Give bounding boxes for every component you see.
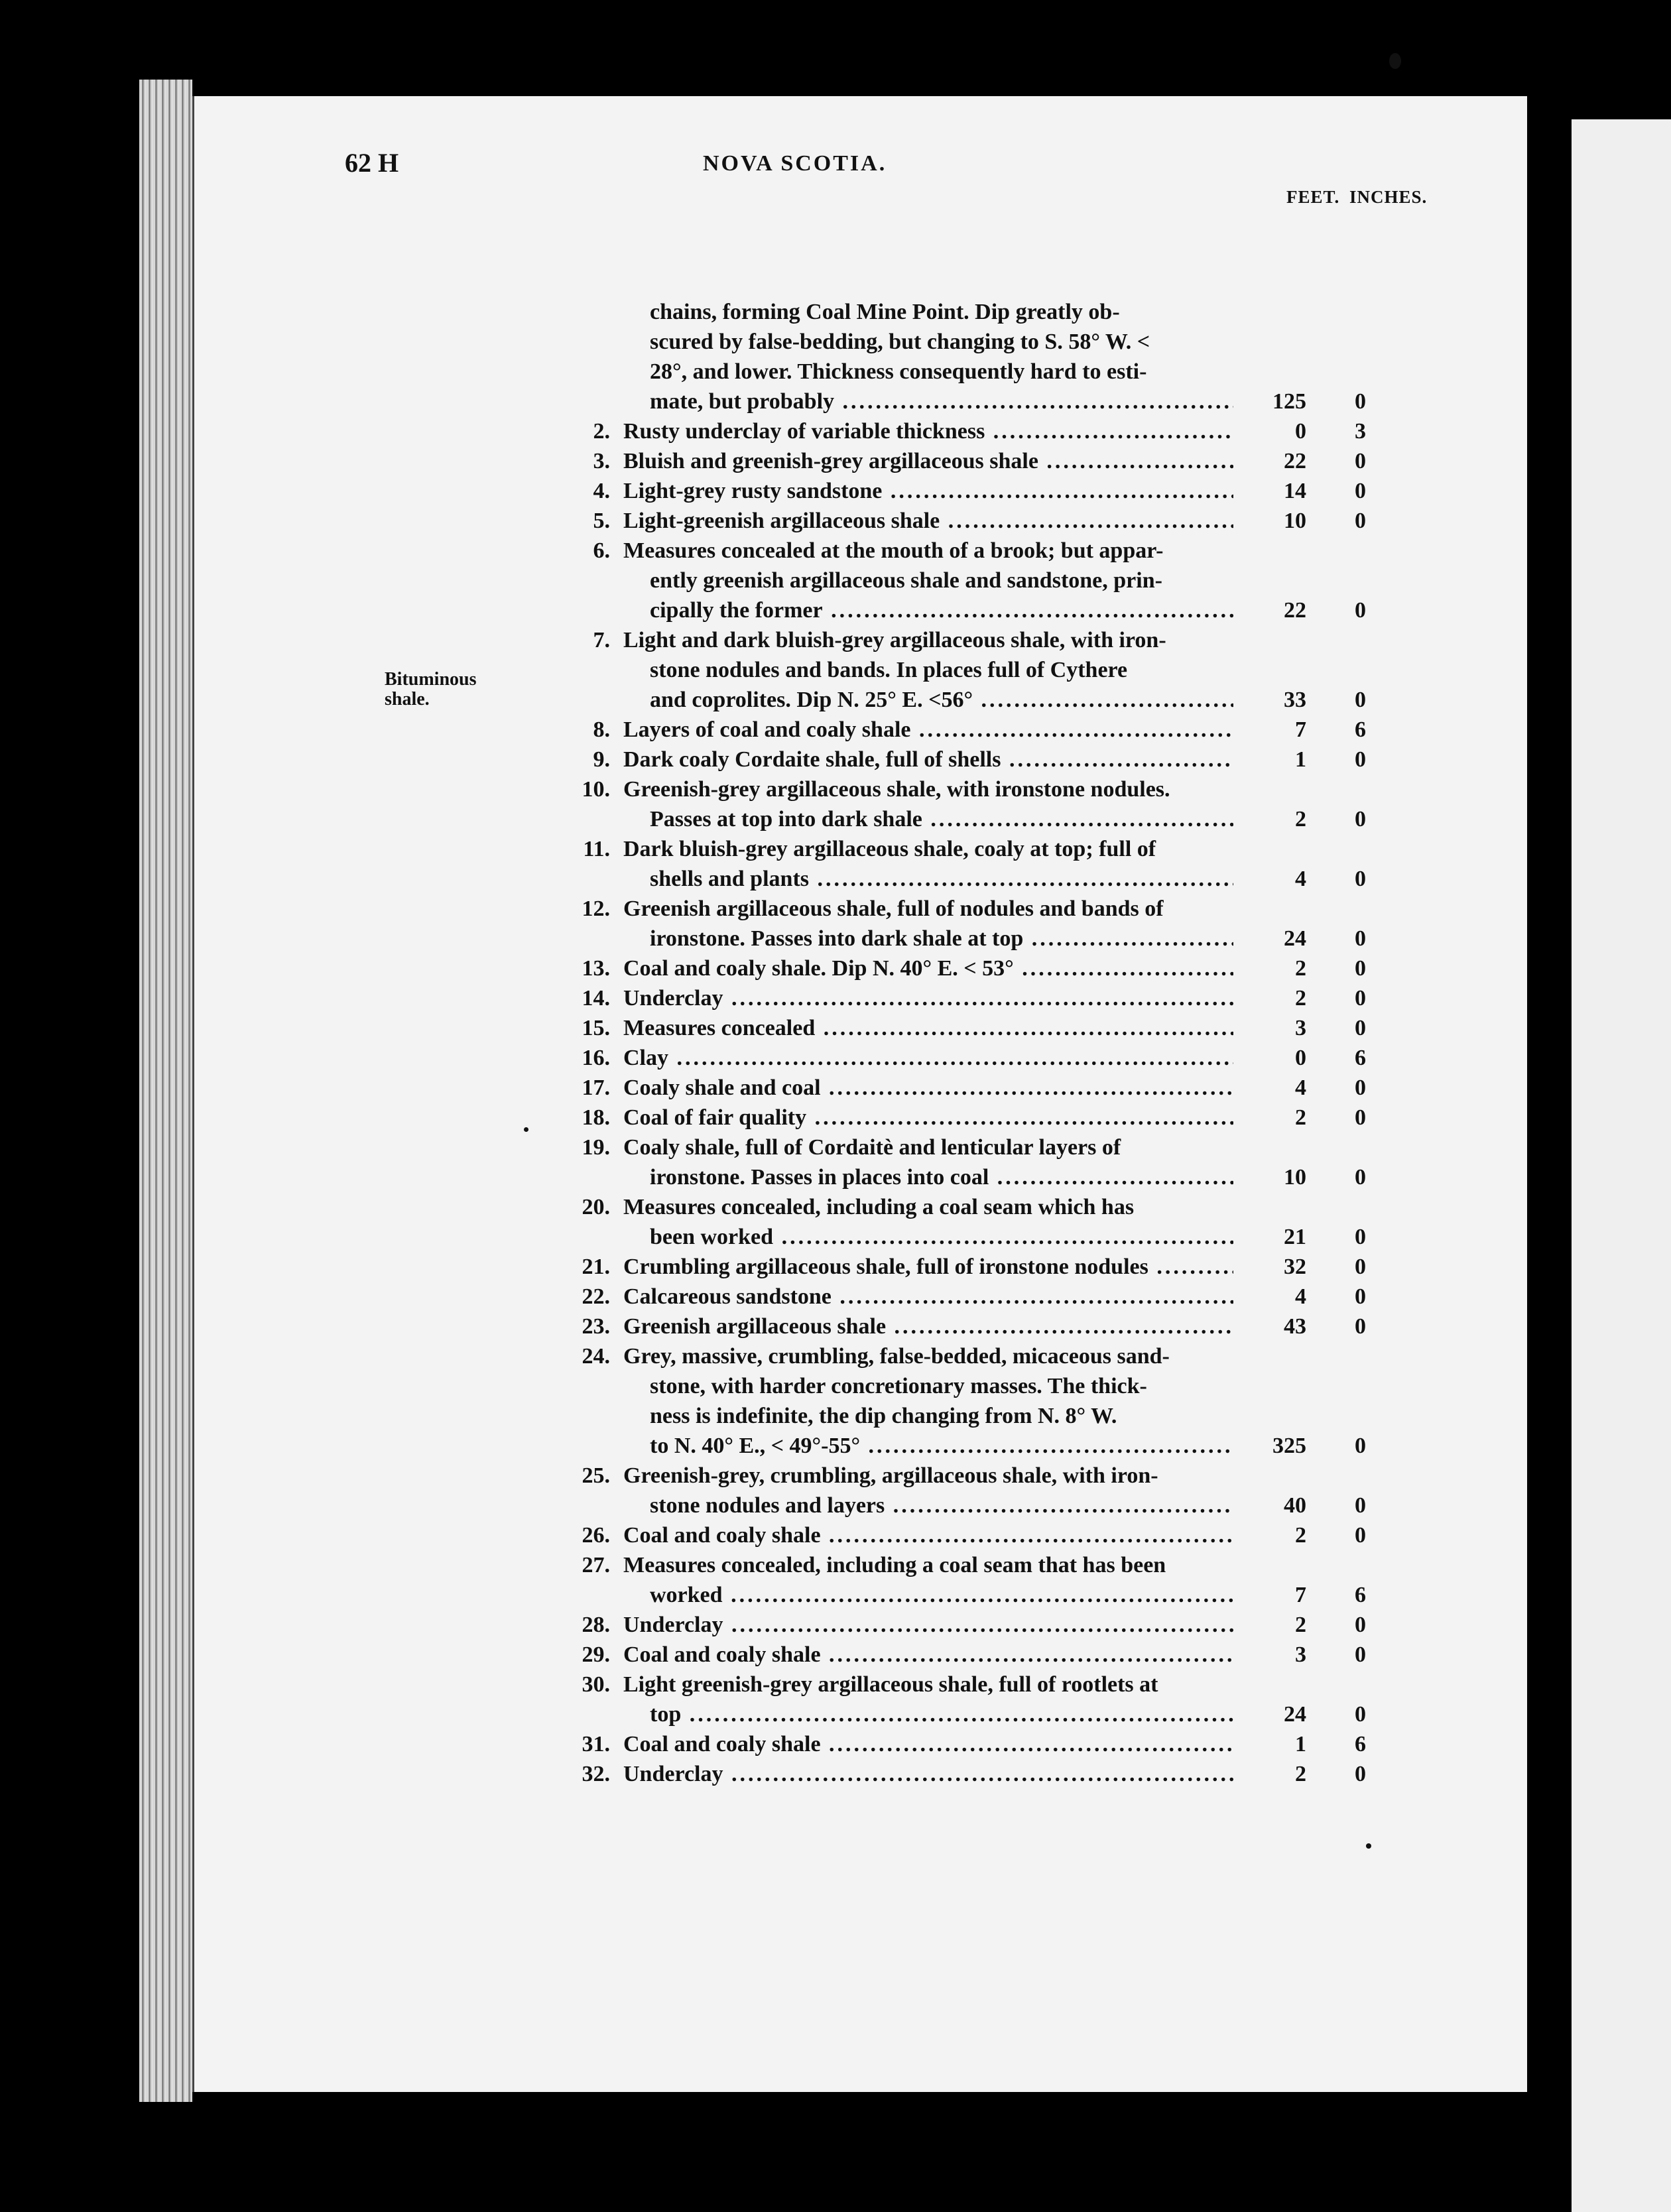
- table-row: [544, 1520, 1432, 1550]
- entry-number: 10.: [582, 777, 610, 802]
- inches-value: 0: [1355, 1523, 1366, 1548]
- entry-text: Passes at top into dark shale .....: [650, 804, 1233, 834]
- feet-value: 24: [1284, 926, 1306, 951]
- table-row: [544, 1610, 1432, 1640]
- entry-text: ironstone. Passes into dark shale at top .....: [650, 924, 1233, 953]
- inches-value: 0: [1355, 598, 1366, 623]
- entry-text: stone, with harder concretionary masses. The thick-: [650, 1374, 1147, 1398]
- inches-value: 0: [1355, 449, 1366, 473]
- page-title: NOVA SCOTIA.: [703, 151, 887, 176]
- entry-text: ently greenish argillaceous shale and sandstone, prin-: [650, 568, 1162, 593]
- entry-text: Coal of fair quality .....: [623, 1103, 1233, 1133]
- entry-number: 32.: [582, 1762, 610, 1786]
- table-row: [544, 1133, 1432, 1192]
- ink-speck: [1389, 53, 1401, 69]
- entry-text: Dark coaly Cordaite shale, full of shells .....: [623, 745, 1233, 774]
- table-row: [544, 834, 1432, 894]
- entry-text: Light-grey rusty sandstone .....: [623, 476, 1233, 506]
- feet-value: 0: [1295, 1046, 1306, 1070]
- row-line: [544, 536, 1432, 566]
- entry-text: worked .....: [650, 1580, 1233, 1610]
- feet-value: 4: [1295, 1284, 1306, 1309]
- inches-value: 0: [1355, 1165, 1366, 1190]
- table-row: [544, 1013, 1432, 1043]
- inches-value: 0: [1355, 1493, 1366, 1518]
- table-row: [544, 983, 1432, 1013]
- inches-value: 0: [1355, 747, 1366, 772]
- entry-text: Light-greenish argillaceous shale .....: [623, 506, 1233, 536]
- page-number: 62 H: [345, 148, 399, 178]
- feet-value: 2: [1295, 986, 1306, 1011]
- table-row: [544, 1073, 1432, 1103]
- entry-text: Grey, massive, crumbling, false-bedded, micaceous sand-: [623, 1344, 1170, 1369]
- inches-value: 0: [1355, 867, 1366, 891]
- entry-text: Coaly shale, full of Cordaitè and lenticular layers of: [623, 1135, 1121, 1160]
- table-row: [544, 297, 1432, 416]
- entry-number: 27.: [582, 1553, 610, 1577]
- margin-note: [385, 670, 477, 709]
- inches-value: 0: [1355, 1314, 1366, 1339]
- row-line: [544, 1192, 1432, 1222]
- row-line: [544, 416, 1432, 446]
- entry-text: Light and dark bluish-grey argillaceous shale, with iron-: [623, 628, 1166, 652]
- entry-text: to N. 40° E., < 49°-55° .....: [650, 1431, 1233, 1461]
- row-line: [544, 1341, 1432, 1371]
- entry-text: Coal and coaly shale .....: [623, 1640, 1233, 1670]
- entry-text: and coprolites. Dip N. 25° E. <56° .....: [650, 685, 1233, 715]
- entry-number: 5.: [593, 509, 610, 533]
- table-row: [544, 1282, 1432, 1312]
- entry-text: Coal and coaly shale .....: [623, 1520, 1233, 1550]
- margin-note-line: shale.: [385, 689, 430, 709]
- feet-value: 4: [1295, 1075, 1306, 1100]
- running-head: [345, 147, 1419, 187]
- entry-text: ness is indefinite, the dip changing from N. 8° W.: [650, 1404, 1117, 1428]
- row-line: [544, 983, 1432, 1013]
- row-line: [544, 1252, 1432, 1282]
- entry-text: been worked .....: [650, 1222, 1233, 1252]
- inches-value: 0: [1355, 509, 1366, 533]
- row-line: [544, 1013, 1432, 1043]
- row-line: [544, 1103, 1432, 1133]
- entry-text: scured by false-bedding, but changing to S. 58° W. <: [650, 330, 1150, 354]
- row-line: [544, 864, 1432, 894]
- entry-number: 11.: [583, 837, 610, 861]
- entry-number: 2.: [593, 419, 610, 444]
- row-line: [544, 1759, 1432, 1789]
- row-line: [544, 1133, 1432, 1162]
- table-row: [544, 1461, 1432, 1520]
- entry-number: 21.: [582, 1255, 610, 1279]
- entry-text: Light greenish-grey argillaceous shale, full of rootlets at: [623, 1672, 1158, 1697]
- entry-text: mate, but probably .....: [650, 387, 1233, 416]
- entry-text: Layers of coal and coaly shale .....: [623, 715, 1233, 745]
- table-row: [544, 1341, 1432, 1461]
- entry-text: shells and plants .....: [650, 864, 1233, 894]
- row-line: [544, 1580, 1432, 1610]
- table-row: [544, 715, 1432, 745]
- row-line: [544, 357, 1432, 387]
- book-page-edges: [139, 80, 192, 2102]
- row-line: [544, 1699, 1432, 1729]
- inches-value: 0: [1355, 986, 1366, 1011]
- entry-text: Measures concealed, including a coal seam that has been: [623, 1553, 1166, 1577]
- table-row: [544, 953, 1432, 983]
- inches-value: 0: [1355, 1284, 1366, 1309]
- inches-value: 0: [1355, 956, 1366, 981]
- ink-speck: [524, 1127, 528, 1132]
- row-line: [544, 1371, 1432, 1401]
- row-line: [544, 1282, 1432, 1312]
- entry-text: 28°, and lower. Thickness consequently hard to esti-: [650, 359, 1147, 384]
- row-line: [544, 715, 1432, 745]
- row-line: [544, 476, 1432, 506]
- table-row: [544, 1252, 1432, 1282]
- entry-number: 4.: [593, 479, 610, 503]
- entry-number: 28.: [582, 1613, 610, 1637]
- row-line: [544, 1729, 1432, 1759]
- inches-value: 6: [1355, 717, 1366, 742]
- feet-value: 43: [1284, 1314, 1306, 1339]
- ink-speck: [1366, 1843, 1371, 1849]
- entry-text: Greenish-grey argillaceous shale, with ironstone nodules.: [623, 777, 1170, 802]
- table-row: [544, 536, 1432, 625]
- entry-number: 9.: [593, 747, 610, 772]
- row-line: [544, 506, 1432, 536]
- row-line: [544, 297, 1432, 327]
- entry-text: Greenish-grey, crumbling, argillaceous shale, with iron-: [623, 1463, 1158, 1488]
- feet-value: 4: [1295, 867, 1306, 891]
- entry-text: Measures concealed .....: [623, 1013, 1233, 1043]
- entry-number: 16.: [582, 1046, 610, 1070]
- row-line: [544, 655, 1432, 685]
- inches-value: 0: [1355, 389, 1366, 414]
- entry-text: Dark bluish-grey argillaceous shale, coaly at top; full of: [623, 837, 1156, 861]
- inches-value: 0: [1355, 1762, 1366, 1786]
- table-row: [544, 476, 1432, 506]
- entry-number: 24.: [582, 1344, 610, 1369]
- entry-text: cipally the former .....: [650, 595, 1233, 625]
- row-line: [544, 1491, 1432, 1520]
- feet-value: 22: [1284, 449, 1306, 473]
- row-line: [544, 774, 1432, 804]
- margin-note-line: Bituminous: [385, 669, 477, 690]
- feet-value: 24: [1284, 1702, 1306, 1727]
- feet-value: 7: [1295, 717, 1306, 742]
- row-line: [544, 1550, 1432, 1580]
- table-row: [544, 1550, 1432, 1610]
- inches-value: 0: [1355, 1105, 1366, 1130]
- table-row: [544, 745, 1432, 774]
- feet-value: 2: [1295, 1523, 1306, 1548]
- inches-value: 0: [1355, 688, 1366, 712]
- inches-value: 0: [1355, 1642, 1366, 1667]
- inches-value: 0: [1355, 1016, 1366, 1040]
- entry-number: 22.: [582, 1284, 610, 1309]
- table-row: [544, 1640, 1432, 1670]
- row-line: [544, 924, 1432, 953]
- feet-value: 10: [1284, 1165, 1306, 1190]
- row-line: [544, 595, 1432, 625]
- table-row: [544, 1043, 1432, 1073]
- inches-value: 0: [1355, 1255, 1366, 1279]
- entry-number: 14.: [582, 986, 610, 1011]
- inches-value: 0: [1355, 479, 1366, 503]
- row-line: [544, 1461, 1432, 1491]
- row-line: [544, 625, 1432, 655]
- entry-number: 25.: [582, 1463, 610, 1488]
- row-line: [544, 834, 1432, 864]
- entry-text: Bluish and greenish-grey argillaceous shale .....: [623, 446, 1233, 476]
- entry-number: 18.: [582, 1105, 610, 1130]
- entry-number: 19.: [582, 1135, 610, 1160]
- row-line: [544, 894, 1432, 924]
- feet-value: 125: [1272, 389, 1306, 414]
- table-row: [544, 416, 1432, 446]
- feet-value: 3: [1295, 1642, 1306, 1667]
- feet-value: 0: [1295, 419, 1306, 444]
- entry-number: 8.: [593, 717, 610, 742]
- feet-value: 2: [1295, 1762, 1306, 1786]
- entry-text: top .....: [650, 1699, 1233, 1729]
- entry-text: Clay .....: [623, 1043, 1233, 1073]
- entry-number: 12.: [582, 896, 610, 921]
- entry-text: Crumbling argillaceous shale, full of ironstone nodules .....: [623, 1252, 1233, 1282]
- entry-text: Greenish argillaceous shale .....: [623, 1312, 1233, 1341]
- row-line: [544, 1401, 1432, 1431]
- feet-value: 10: [1284, 509, 1306, 533]
- feet-value: 3: [1295, 1016, 1306, 1040]
- row-line: [544, 1073, 1432, 1103]
- row-line: [544, 804, 1432, 834]
- inches-value: 6: [1355, 1732, 1366, 1756]
- inches-value: 0: [1355, 926, 1366, 951]
- feet-value: 21: [1284, 1225, 1306, 1249]
- feet-value: 1: [1295, 747, 1306, 772]
- inches-value: 6: [1355, 1583, 1366, 1607]
- table-row: [544, 1312, 1432, 1341]
- feet-value: 14: [1284, 479, 1306, 503]
- table-row: [544, 894, 1432, 953]
- entry-number: 23.: [582, 1314, 610, 1339]
- feet-value: 33: [1284, 688, 1306, 712]
- feet-value: 2: [1295, 1105, 1306, 1130]
- feet-value: 325: [1272, 1434, 1306, 1458]
- inches-value: 0: [1355, 1434, 1366, 1458]
- table-row: [544, 625, 1432, 715]
- entry-text: Measures concealed, including a coal seam which has: [623, 1195, 1135, 1219]
- inches-value: 6: [1355, 1046, 1366, 1070]
- feet-value: 40: [1284, 1493, 1306, 1518]
- row-line: [544, 1431, 1432, 1461]
- row-line: [544, 1670, 1432, 1699]
- feet-value: 2: [1295, 956, 1306, 981]
- entry-text: stone nodules and bands. In places full of Cythere: [650, 658, 1128, 682]
- strata-table: [544, 297, 1432, 1789]
- inches-value: 0: [1355, 1225, 1366, 1249]
- entry-text: Underclay .....: [623, 1759, 1233, 1789]
- row-line: [544, 1162, 1432, 1192]
- entry-text: Measures concealed at the mouth of a brook; but appar-: [623, 538, 1164, 563]
- entry-number: 3.: [593, 449, 610, 473]
- row-line: [544, 446, 1432, 476]
- row-line: [544, 327, 1432, 357]
- feet-value: 32: [1284, 1255, 1306, 1279]
- entry-text: Underclay .....: [623, 1610, 1233, 1640]
- row-line: [544, 685, 1432, 715]
- entry-text: chains, forming Coal Mine Point. Dip greatly ob-: [650, 300, 1120, 324]
- inches-value: 0: [1355, 1613, 1366, 1637]
- entry-text: ironstone. Passes in places into coal .....: [650, 1162, 1233, 1192]
- entry-number: 29.: [582, 1642, 610, 1667]
- entry-text: Coaly shale and coal .....: [623, 1073, 1233, 1103]
- feet-value: 1: [1295, 1732, 1306, 1756]
- row-line: [544, 387, 1432, 416]
- entry-text: Calcareous sandstone .....: [623, 1282, 1233, 1312]
- inches-column-header: INCHES.: [1349, 187, 1428, 207]
- entry-number: 7.: [593, 628, 610, 652]
- table-row: [544, 774, 1432, 834]
- inches-value: 0: [1355, 807, 1366, 831]
- entry-number: 13.: [582, 956, 610, 981]
- row-line: [544, 1640, 1432, 1670]
- entry-number: 15.: [582, 1016, 610, 1040]
- entry-number: 17.: [582, 1075, 610, 1100]
- row-line: [544, 1222, 1432, 1252]
- entry-text: Rusty underclay of variable thickness .....: [623, 416, 1233, 446]
- table-row: [544, 1192, 1432, 1252]
- feet-value: 2: [1295, 1613, 1306, 1637]
- entry-text: Coal and coaly shale .....: [623, 1729, 1233, 1759]
- entry-number: 26.: [582, 1523, 610, 1548]
- inches-value: 0: [1355, 1702, 1366, 1727]
- table-row: [544, 446, 1432, 476]
- table-row: [544, 1103, 1432, 1133]
- inches-value: 3: [1355, 419, 1366, 444]
- feet-value: 7: [1295, 1583, 1306, 1607]
- row-line: [544, 953, 1432, 983]
- table-row: [544, 1670, 1432, 1729]
- entry-text: stone nodules and layers .....: [650, 1491, 1233, 1520]
- table-row: [544, 1759, 1432, 1789]
- inches-value: 0: [1355, 1075, 1366, 1100]
- entry-number: 6.: [593, 538, 610, 563]
- facing-page-edge: [1572, 119, 1671, 2212]
- row-line: [544, 745, 1432, 774]
- table-row: [544, 506, 1432, 536]
- feet-value: 22: [1284, 598, 1306, 623]
- entry-text: Underclay .....: [623, 983, 1233, 1013]
- row-line: [544, 1312, 1432, 1341]
- table-row: [544, 1729, 1432, 1759]
- row-line: [544, 566, 1432, 595]
- entry-number: 30.: [582, 1672, 610, 1697]
- row-line: [544, 1610, 1432, 1640]
- feet-column-header: FEET.: [1286, 187, 1340, 207]
- entry-text: Coal and coaly shale. Dip N. 40° E. < 53° .....: [623, 953, 1233, 983]
- feet-value: 2: [1295, 807, 1306, 831]
- entry-text: Greenish argillaceous shale, full of nodules and bands of: [623, 896, 1164, 921]
- row-line: [544, 1043, 1432, 1073]
- row-line: [544, 1520, 1432, 1550]
- entry-number: 20.: [582, 1195, 610, 1219]
- entry-number: 31.: [582, 1732, 610, 1756]
